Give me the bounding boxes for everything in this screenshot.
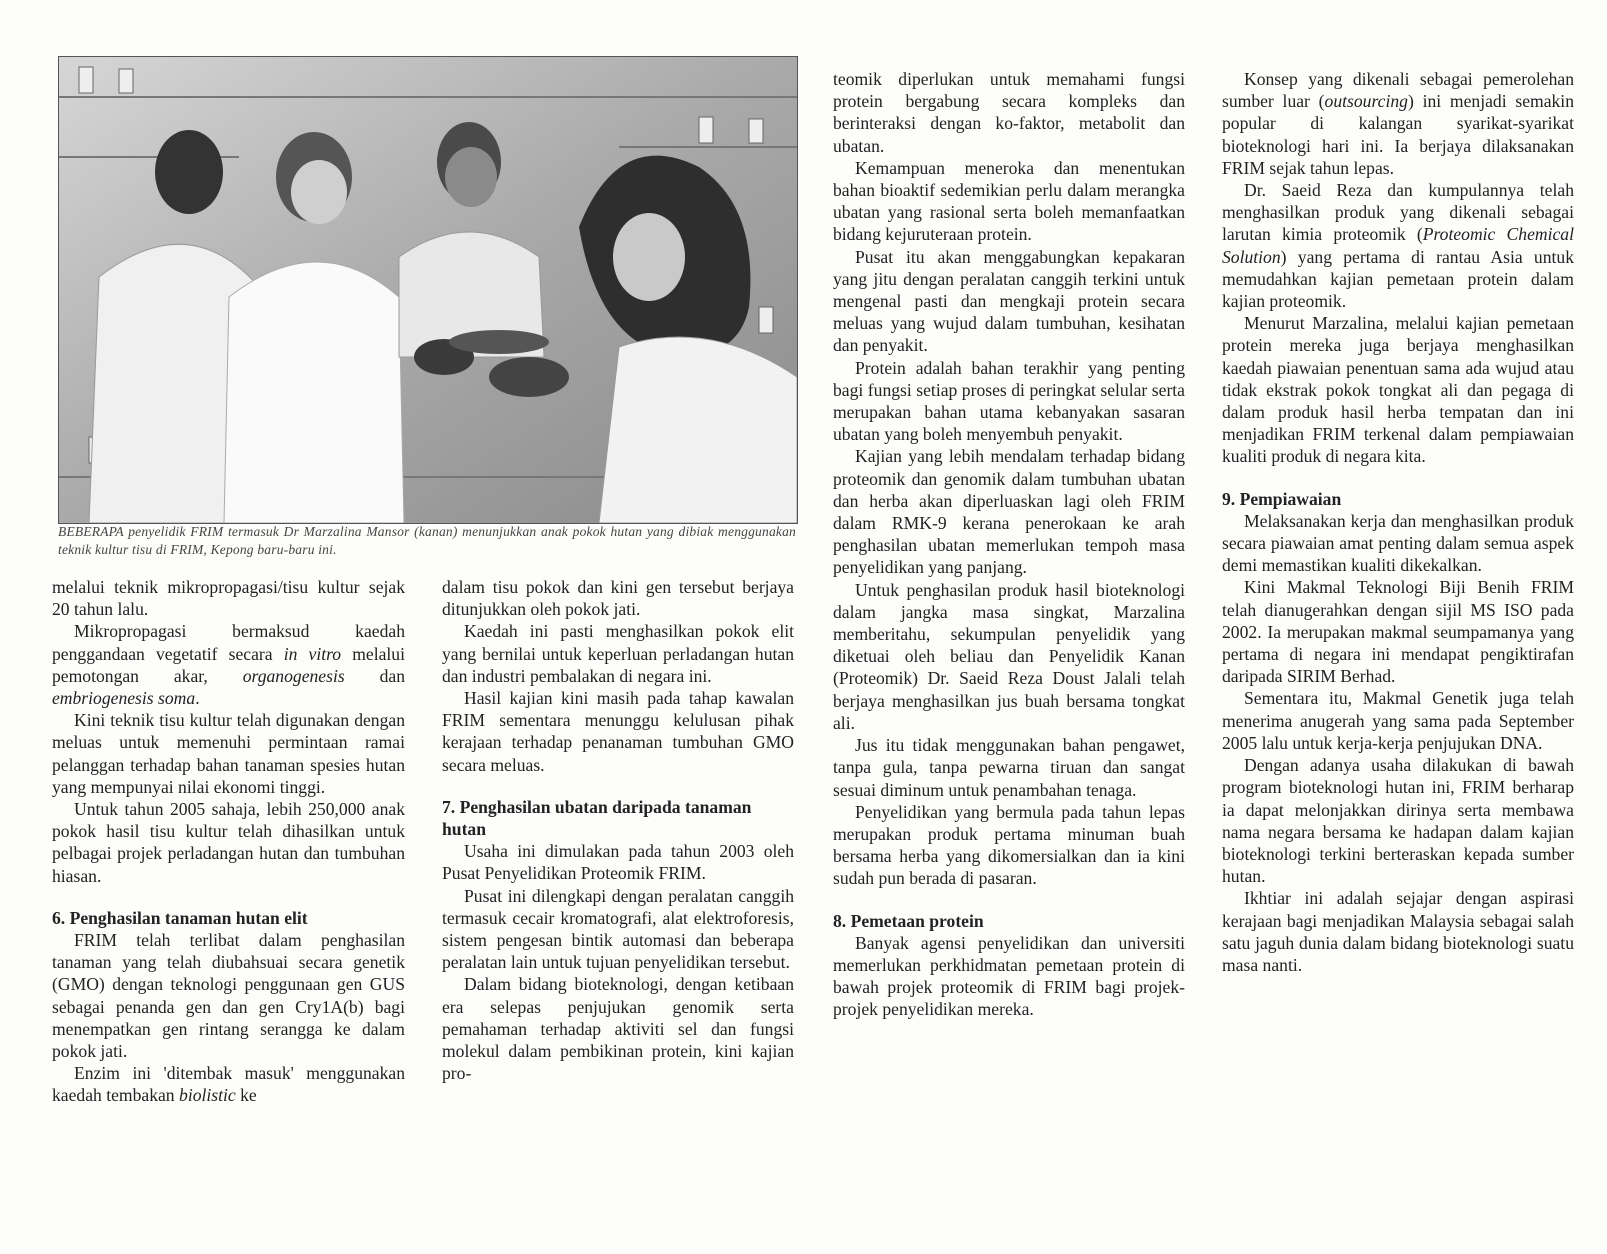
paragraph: Kajian yang lebih mendalam terhadap bidang proteomik dan genomik dalam tumbuhan ubatan dan herba akan diperluaskan lagi oleh FRIM dalam RMK-9 kerana penerokaan ke arah penghasilan ubatan memerlukan tempoh masa penyelidikan yang panjang. xyxy=(833,446,1185,578)
paragraph: FRIM telah terlibat dalam penghasilan tanaman yang telah diubahsuai secara genetik (GMO) dengan teknologi penggunaan gen GUS sebagai penanda gen dan gen Cry1A(b) bagi menempatkan gen rintang serangga ke dalam pokok jati. xyxy=(52,930,405,1062)
paragraph: teomik diperlukan untuk memahami fungsi protein bergabung secara kompleks dan berinteraksi dengan ko-faktor, metabolit dan ubatan. xyxy=(833,69,1185,156)
paragraph: Untuk tahun 2005 sahaja, lebih 250,000 anak pokok hasil tisu kultur telah dihasilkan untuk pelbagai projek perladangan hutan dan tumbuhan hiasan. xyxy=(52,799,405,886)
paragraph: Banyak agensi penyelidikan dan universiti memerlukan perkhidmatan pemetaan protein di bawah projek proteomik di FRIM bagi projek-projek penyelidikan mereka. xyxy=(833,932,1185,1020)
paragraph: Melaksanakan kerja dan menghasilkan produk secara piawaian amat penting dalam semua aspek demi memastikan kualiti dikekalkan. xyxy=(1222,510,1574,576)
paragraph: Kaedah ini pasti menghasilkan pokok elit yang bernilai untuk keperluan perladangan hutan dan industri pembalakan di negara ini. xyxy=(442,621,794,686)
section-heading-9: 9. Pempiawaian xyxy=(1222,488,1342,509)
paragraph: Dalam bidang bioteknologi, dengan ketibaan era selepas penjujukan genomik serta pemahaman terhadap aktiviti sel dan fungsi molekul dalam pembikinan protein, kini kajian pro- xyxy=(442,974,794,1084)
paragraph: Pusat itu akan menggabungkan kepakaran yang jitu dengan peralatan canggih terkini untuk mengenal pasti dan mengkaji protein secara meluas yang wujud dalam tumbuhan, kesihatan dan penyakit. xyxy=(833,246,1185,356)
section-heading-6: 6. Penghasilan tanaman hutan elit xyxy=(52,907,308,928)
article-column-2 xyxy=(442,576,794,1084)
paragraph: Jus itu tidak menggunakan bahan pengawet, tanpa gula, tanpa pewarna tiruan dan sangat sesuai diminum untuk penambahan tenaga. xyxy=(833,735,1185,800)
photo-illustration xyxy=(59,57,797,523)
paragraph: Protein adalah bahan terakhir yang penting bagi fungsi setiap proses di peringkat selular serta merupakan bahan utama kebanyakan sasaran ubatan yang boleh menyembuh penyakit. xyxy=(833,357,1185,445)
paragraph: Dr. Saeid Reza dan kumpulannya telah menghasilkan produk yang dikenali sebagai larutan kimia proteomik (Proteomic Chemical Solution) yang pertama di rantau Asia untuk memudahkan kajian pemetaan protein dalam kajian proteomik. xyxy=(1222,180,1574,312)
photo-caption: BEBERAPA penyelidik FRIM termasuk Dr Marzalina Mansor (kanan) menunjukkan anak pokok hutan yang dibiak menggunakan teknik kultur tisu di FRIM, Kepong baru-baru ini. xyxy=(58,524,796,557)
article-photo xyxy=(58,56,798,524)
paragraph: melalui teknik mikropropagasi/tisu kultur sejak 20 tahun lalu. xyxy=(52,577,405,620)
article-column-1 xyxy=(52,576,405,1107)
paragraph: Kini teknik tisu kultur telah digunakan dengan meluas untuk memenuhi permintaan ramai pelanggan terhadap bahan tanaman spesies hutan yang mempunyai nilai ekonomi tinggi. xyxy=(52,710,405,797)
paragraph: Penyelidikan yang bermula pada tahun lepas merupakan produk pertama minuman buah bersama herba yang dikomersialkan dan ia kini sudah pun berada di pasaran. xyxy=(833,801,1185,889)
paragraph: Kemampuan meneroka dan menentukan bahan bioaktif sedemikian perlu dalam merangka ubatan yang rasional serta boleh memanfaatkan bidang kejuruteraan protein. xyxy=(833,157,1185,245)
article-column-4 xyxy=(1222,68,1574,976)
paragraph: Pusat ini dilengkapi dengan peralatan canggih termasuk cecair kromatografi, alat elektroforesis, sistem pengesan bintik automasi dan beberapa peralatan lain untuk tujuan penyelidikan tersebut. xyxy=(442,885,794,973)
paragraph: Untuk penghasilan produk hasil bioteknologi dalam jangka masa singkat, Marzalina memberitahu, sekumpulan penyelidik yang diketuai oleh beliau dan Penyelidik Kanan (Proteomik) Dr. Saeid Reza Doust Jalali telah berjaya menghasilkan jus buah bersama tongkat ali. xyxy=(833,579,1185,733)
section-heading-7: 7. Penghasilan ubatan daripada tanaman hutan xyxy=(442,796,752,840)
paragraph: Dengan adanya usaha dilakukan di bawah program bioteknologi hutan ini, FRIM berharap ia dapat melonjakkan dirinya serta membawa nama negara bersama ke hadapan dalam kajian bioteknologi terkini berteraskan kepada sumber hutan. xyxy=(1222,755,1574,887)
paragraph: Enzim ini 'ditembak masuk' menggunakan kaedah tembakan biolistic ke xyxy=(52,1063,405,1106)
paragraph: Menurut Marzalina, melalui kajian pemetaan protein mereka juga berjaya menghasilkan kaedah piawaian penentuan sama ada wujud atau tidak ekstrak pokok tongkat ali dan pegaga di dalam produk hasil herba tempatan dan ini menjadikan FRIM terkenal dalam pempiawaian kualiti produk di negara kita. xyxy=(1222,313,1574,467)
section-heading-8: 8. Pemetaan protein xyxy=(833,910,984,931)
paragraph: Kini Makmal Teknologi Biji Benih FRIM telah dianugerahkan dengan sijil MS ISO pada 2002. Ia merupakan makmal seumpamanya yang pertama di negara ini mendapat pengiktirafan daripada SIRIM Berhad. xyxy=(1222,577,1574,687)
paragraph: Mikropropagasi bermaksud kaedah penggandaan vegetatif secara in vitro melalui pemotongan akar, organogenesis dan embriogenesis soma. xyxy=(52,621,405,709)
article-column-3 xyxy=(833,68,1185,1021)
paragraph: Ikhtiar ini adalah sejajar dengan aspirasi kerajaan bagi menjadikan Malaysia sebagai salah satu jaguh dunia dalam bidang bioteknologi suatu masa nanti. xyxy=(1222,888,1574,975)
paragraph: Usaha ini dimulakan pada tahun 2003 oleh Pusat Penyelidikan Proteomik FRIM. xyxy=(442,841,794,884)
paragraph: Sementara itu, Makmal Genetik juga telah menerima anugerah yang sama pada September 2005 lalu untuk kerja-kerja penjujukan DNA. xyxy=(1222,688,1574,753)
paragraph: dalam tisu pokok dan kini gen tersebut berjaya ditunjukkan oleh pokok jati. xyxy=(442,577,794,620)
paragraph: Konsep yang dikenali sebagai pemerolehan sumber luar (outsourcing) ini menjadi semakin popular di kalangan syarikat-syarikat bioteknologi hari ini. Ia berjaya dilaksanakan FRIM sejak tahun lepas. xyxy=(1222,69,1574,178)
paragraph: Hasil kajian kini masih pada tahap kawalan FRIM sementara menunggu kelulusan pihak kerajaan terhadap penanaman tumbuhan GMO secara meluas. xyxy=(442,688,794,775)
